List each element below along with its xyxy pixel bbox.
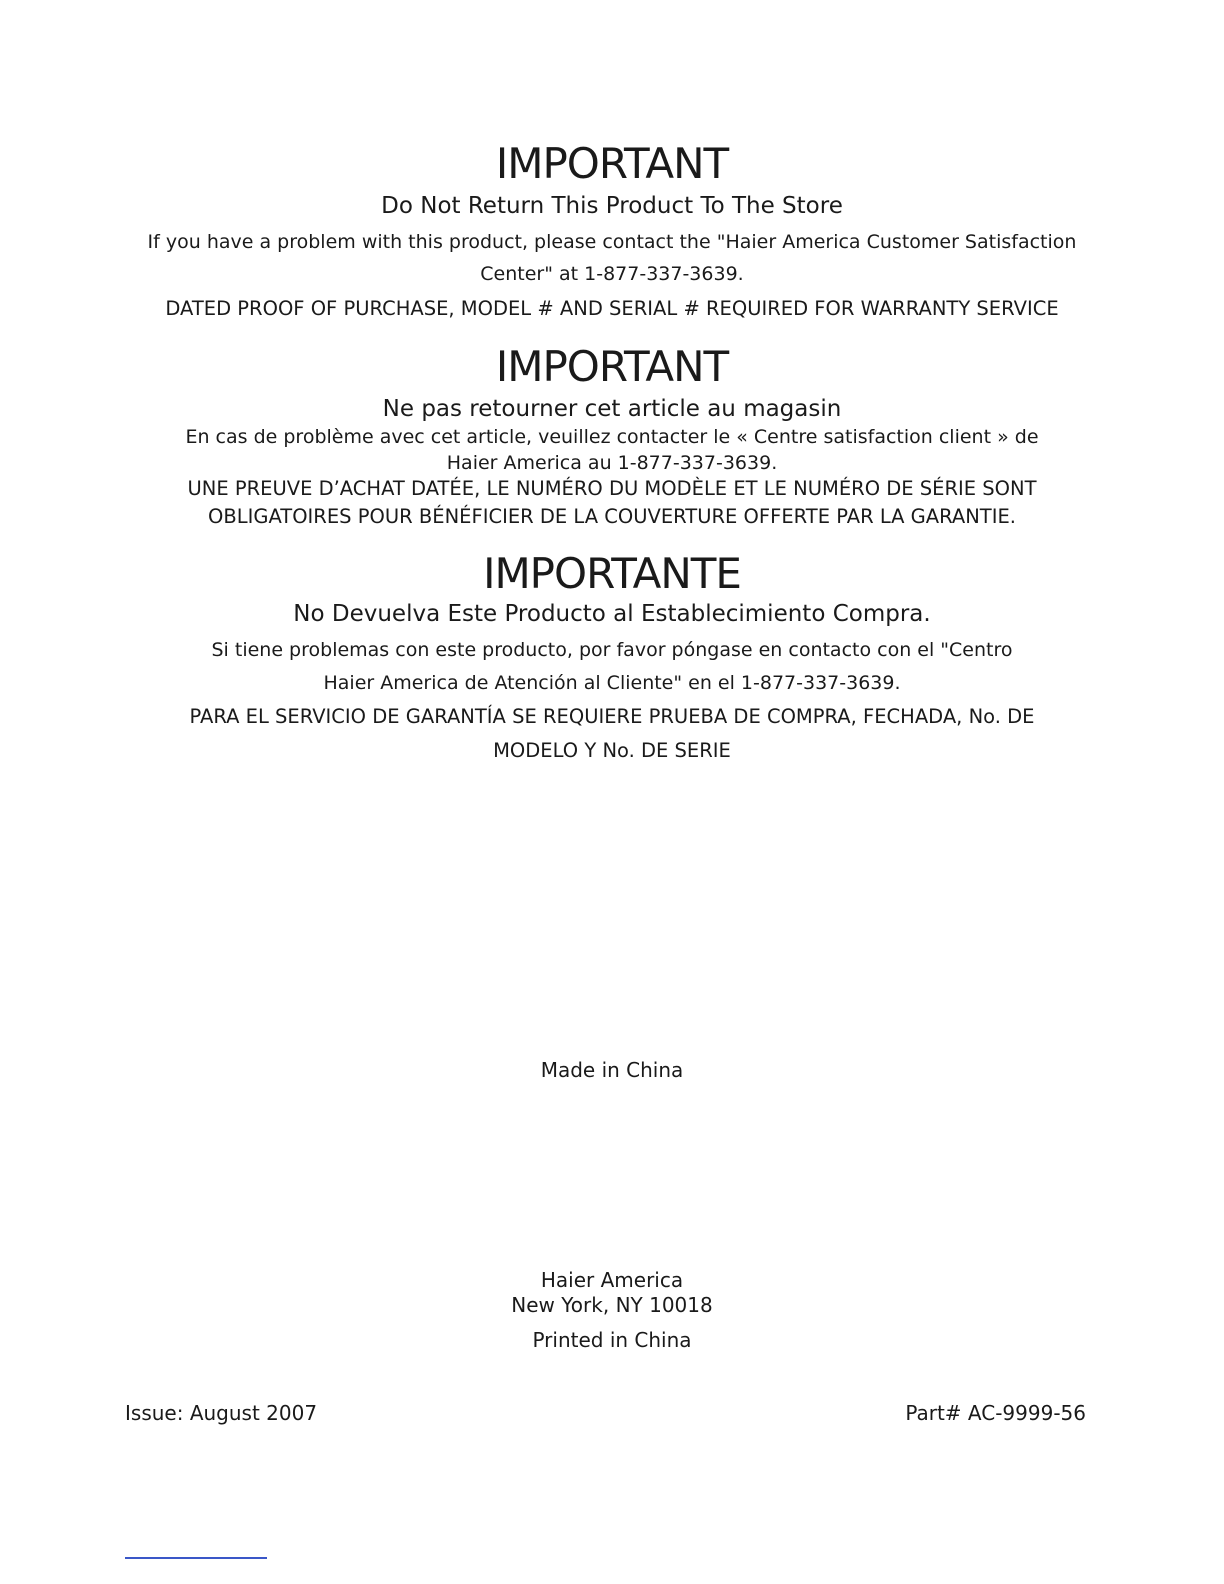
spanish-body-line-1: Si tiene problemas con este producto, por favor póngase en contacto con el "Centro [211,639,1013,661]
issue-info [125,1400,317,1426]
spanish-heading: IMPORTANTE [483,549,741,598]
spanish-requirement-line-2: MODELO Y No. DE SERIE [493,739,731,762]
made-in-label: Made in China [540,1058,684,1082]
part-label: Part# [905,1401,962,1425]
english-body-line-1: If you have a problem with this product, please contact the "Haier America Customer Satisfaction [147,231,1077,253]
english-subheading: Do Not Return This Product To The Store [381,193,843,219]
english-requirement: DATED PROOF OF PURCHASE, MODEL # AND SERIAL # REQUIRED FOR WARRANTY SERVICE [165,297,1059,320]
english-body-line-2: Center" at 1-877-337-3639. [480,263,744,285]
footer-separator [125,1557,267,1559]
english-heading: IMPORTANT [495,139,729,188]
issue-date: August 2007 [189,1401,318,1425]
french-body-line-2: Haier America au 1-877-337-3639. [446,452,778,474]
part-info [905,1400,1086,1426]
spanish-subheading: No Devuelva Este Producto al Establecimiento Compra. [293,601,931,627]
printed-in-label: Printed in China [532,1328,692,1352]
company-city: New York, NY 10018 [511,1293,713,1317]
french-heading: IMPORTANT [495,342,729,391]
issue-label: Issue: [125,1401,184,1425]
french-subheading: Ne pas retourner cet article au magasin [382,396,842,422]
spanish-requirement-line-1: PARA EL SERVICIO DE GARANTÍA SE REQUIERE PRUEBA DE COMPRA, FECHADA, No. DE [189,705,1035,728]
part-number: AC-9999-56 [967,1401,1086,1425]
french-requirement-line-2: OBLIGATOIRES POUR BÉNÉFICIER DE LA COUVERTURE OFFERTE PAR LA GARANTIE. [208,505,1016,528]
company-name: Haier America [540,1268,684,1292]
french-requirement-line-1: UNE PREUVE D’ACHAT DATÉE, LE NUMÉRO DU MODÈLE ET LE NUMÉRO DE SÉRIE SONT [187,477,1037,500]
french-body-line-1: En cas de problème avec cet article, veuillez contacter le « Centre satisfaction client » de [185,426,1039,448]
spanish-body-line-2: Haier America de Atención al Cliente" en el 1-877-337-3639. [323,672,901,694]
